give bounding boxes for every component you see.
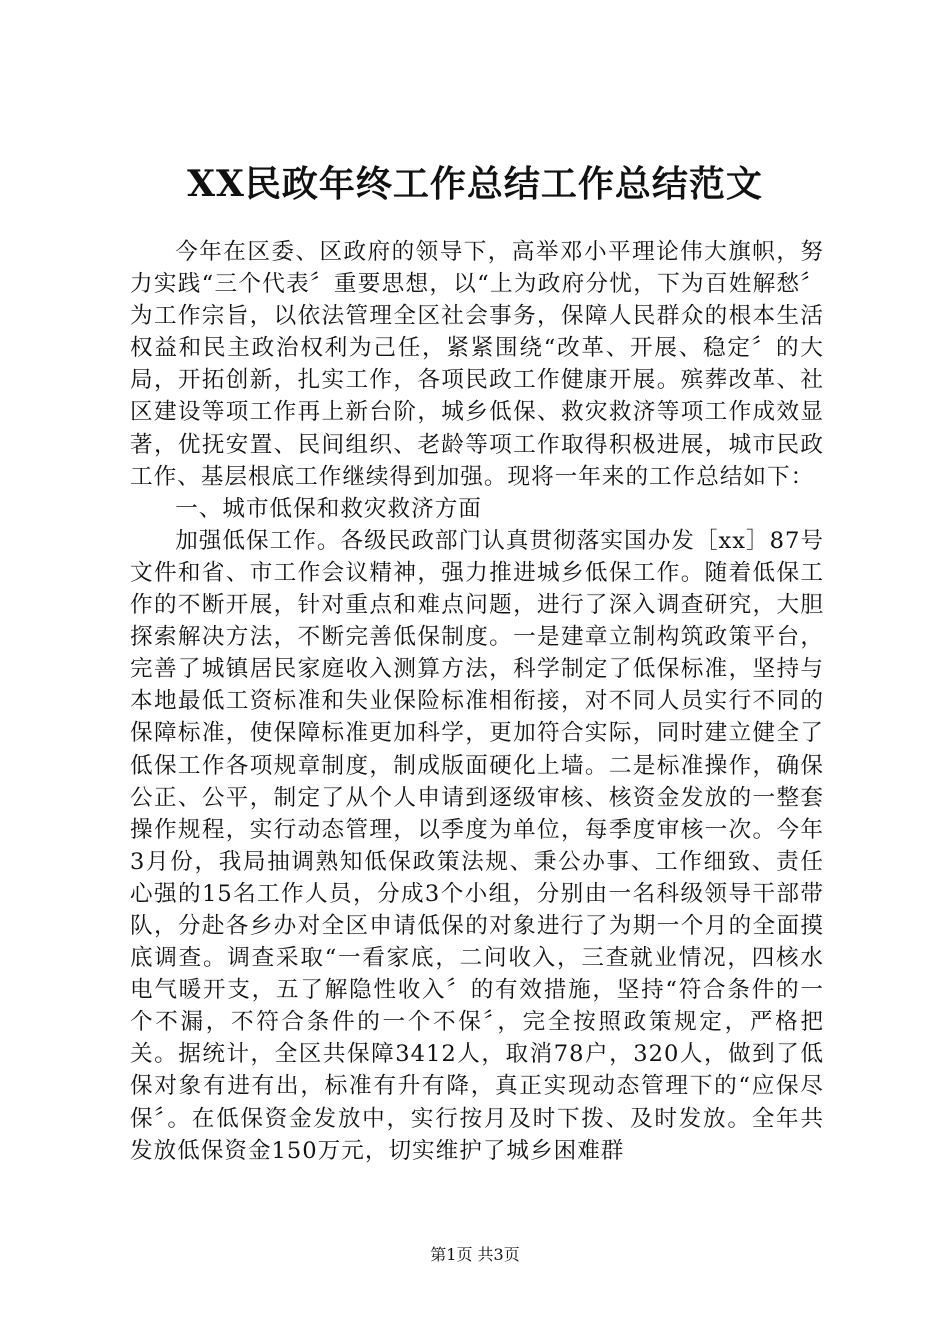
- document-title: XX民政年终工作总结工作总结范文: [187, 163, 763, 205]
- paragraph-low-income-security: 加强低保工作。各级民政部门认真贯彻落实国办发［xx］87号文件和省、市工作会议精神，强力推进城乡低保工作。随着低保工作的不断开展，针对重点和难点问题，进行了深入调查研究，大胆探索解决方法，不断完善低保制度。一是建章立制构筑政策平台，完善了城镇居民家庭收入测算方法，科学制定了低保标准，坚持与本地最低工资标准和失业保险标准相衔接，对不同人员实行不同的保障标准，使保障标准更加科学，更加符合实际，同时建立健全了低保工作各项规章制度，制成版面硬化上墙。二是标准操作，确保公正、公平，制定了从个人申请到逐级审核、核资金发放的一整套操作规程，实行动态管理，以季度为单位，每季度审核一次。今年3月份，我局抽调熟知低保政策法规、秉公办事、工作细致、责任心强的15名工作人员，分成3个小组，分别由一名科级领导干部带队，分赴各乡办对全区申请低保的对象进行了为期一个月的全面摸底调查。调查采取“一看家底，二问收入，三查就业情况，四核水电气暖开支，五了解隐性收入〞的有效措施，坚持“符合条件的一个不漏，不符合条件的一个不保〞，完全按照政策规定，严格把关。据统计，全区共保障3412人，取消78户，320人，做到了低保对象有进有出，标准有升有降，真正实现动态管理下的“应保尽保〞。在低保资金发放中，实行按月及时下拨、及时发放。全年共发放低保资金150万元，切实维护了城乡困难群: [130, 527, 824, 1164]
- paragraph-intro: 今年在区委、区政府的领导下，高举邓小平理论伟大旗帜，努力实践“三个代表〞重要思想，以“上为政府分忧，下为百姓解愁〞为工作宗旨，以依法管理全区社会事务，保障人民群众的根本生活权益和民主政治权利为己任，紧紧围绕“改革、开展、稳定〞的大局，开拓创新，扎实工作，各项民政工作健康开展。殡葬改革、社区建设等项工作再上新台阶，城乡低保、救灾救济等项工作成效显著，优抚安置、民间组织、老龄等项工作取得积极进展，城市民政工作、基层根底工作继续得到加强。现将一年来的工作总结如下：: [130, 239, 824, 490]
- page-number-footer: 第1页 共3页: [430, 1245, 520, 1264]
- document-body: [130, 236, 824, 1167]
- section-heading: 一、城市低保和救灾救济方面: [175, 495, 482, 522]
